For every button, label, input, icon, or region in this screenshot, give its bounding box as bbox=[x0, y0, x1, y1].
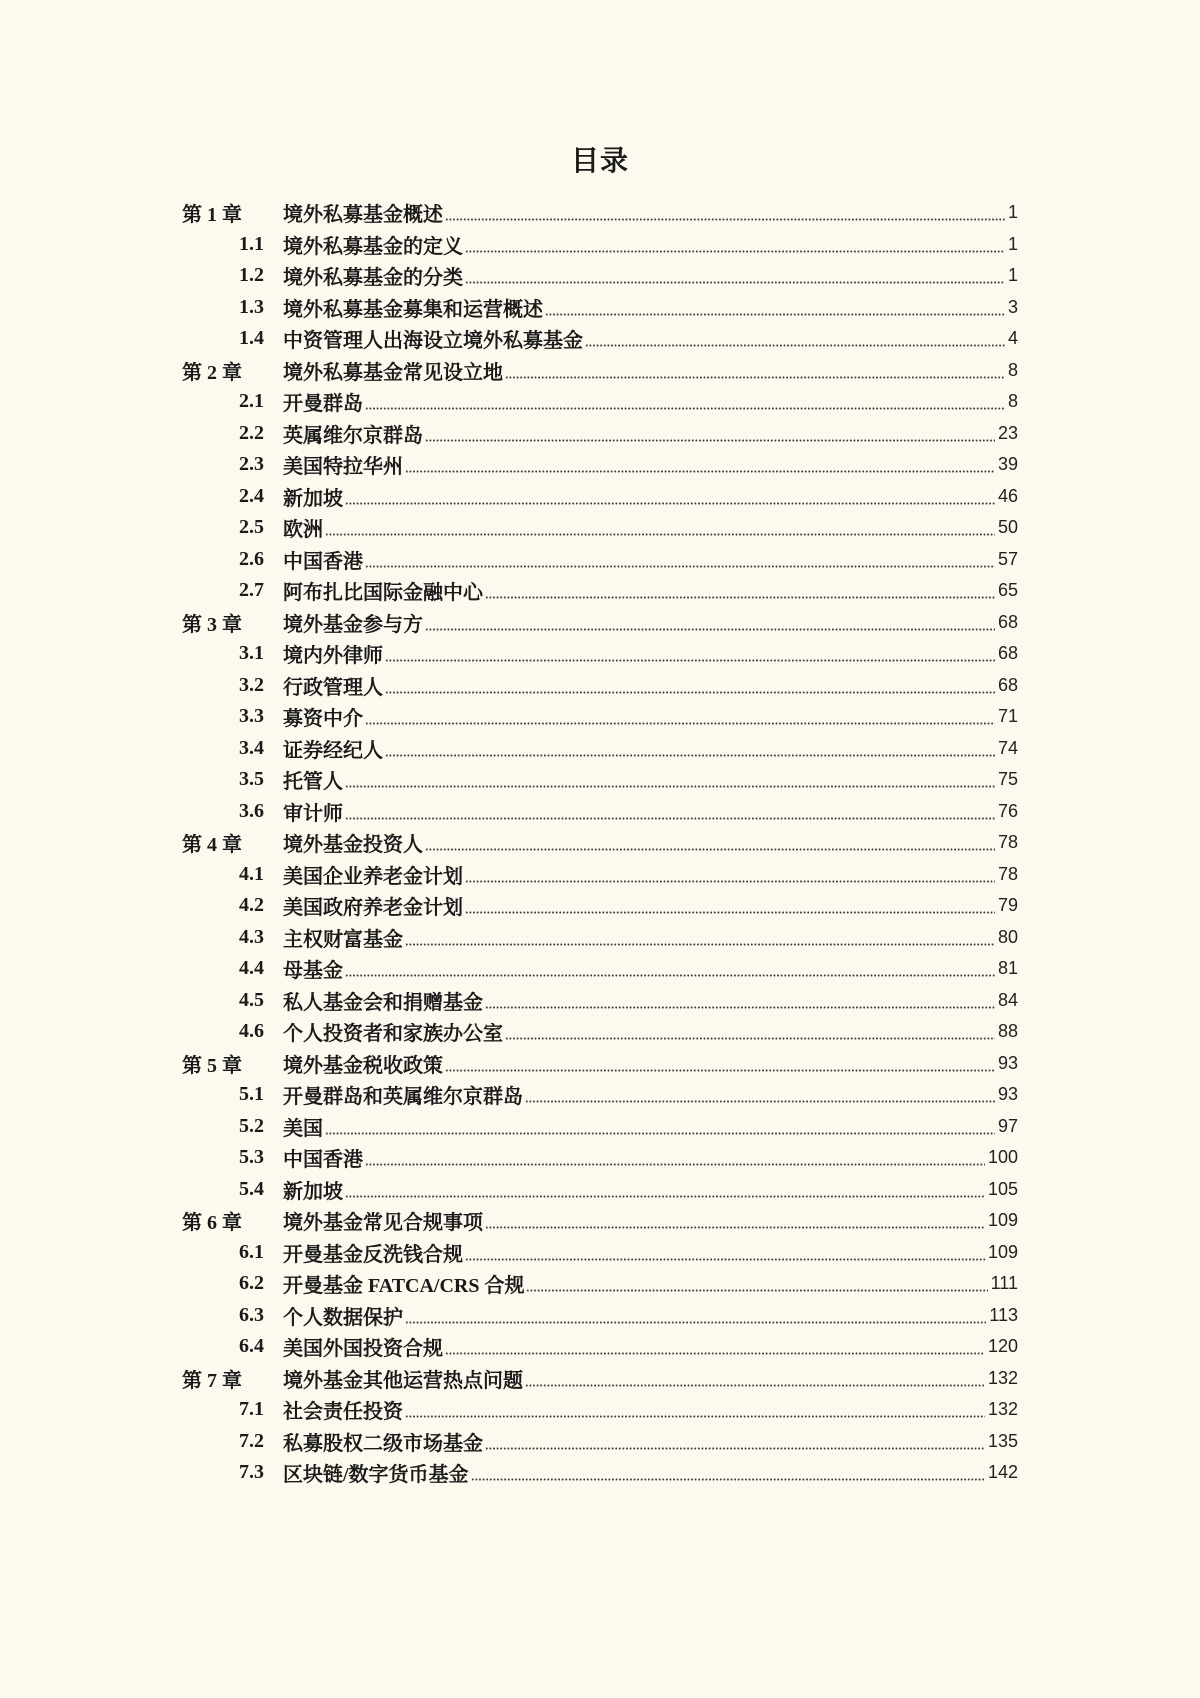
entry-title: 开曼基金反洗钱合规 bbox=[283, 1243, 463, 1266]
dot-leader bbox=[345, 817, 995, 820]
entry-title: 募资中介 bbox=[283, 708, 363, 731]
toc-section-entry[interactable] bbox=[182, 1268, 1018, 1300]
toc-section-entry[interactable] bbox=[182, 953, 1018, 985]
toc-section-entry[interactable] bbox=[182, 670, 1018, 702]
dot-leader bbox=[445, 1069, 995, 1072]
entry-title: 开曼群岛和英属维尔京群岛 bbox=[283, 1086, 523, 1109]
page-number: 46 bbox=[997, 485, 1018, 506]
dot-leader bbox=[425, 628, 995, 631]
section-number: 1.3 bbox=[239, 295, 264, 318]
entry-title: 境外私募基金的定义 bbox=[283, 235, 463, 258]
dot-leader bbox=[445, 218, 1005, 221]
toc-section-entry[interactable] bbox=[182, 323, 1018, 355]
dot-leader bbox=[526, 1289, 987, 1292]
toc-chapter-entry[interactable] bbox=[182, 607, 1018, 639]
toc-section-entry[interactable] bbox=[182, 796, 1018, 828]
section-number: 2.3 bbox=[239, 453, 264, 476]
dot-leader bbox=[485, 1226, 985, 1229]
entry-title: 美国政府养老金计划 bbox=[283, 897, 463, 920]
section-number: 4.3 bbox=[239, 925, 264, 948]
toc-section-entry[interactable] bbox=[182, 418, 1018, 450]
entry-title: 美国特拉华州 bbox=[283, 456, 403, 479]
toc-section-entry[interactable] bbox=[182, 1426, 1018, 1458]
entry-title: 新加坡 bbox=[283, 1180, 343, 1203]
page-number: 97 bbox=[997, 1115, 1018, 1136]
entry-title: 欧洲 bbox=[283, 519, 323, 542]
section-number: 3.3 bbox=[239, 705, 264, 728]
dot-leader bbox=[365, 565, 995, 568]
entry-title: 境外私募基金的分类 bbox=[283, 267, 463, 290]
dot-leader bbox=[545, 313, 1005, 316]
section-number: 4.2 bbox=[239, 894, 264, 917]
section-number: 4.5 bbox=[239, 988, 264, 1011]
entry-title: 中资管理人出海设立境外私募基金 bbox=[283, 330, 583, 353]
entry-title: 境外私募基金募集和运营概述 bbox=[283, 298, 543, 321]
page-title: 目录 bbox=[570, 146, 629, 177]
entry-title: 证券经纪人 bbox=[283, 739, 383, 762]
dot-leader bbox=[425, 848, 995, 851]
dot-leader bbox=[405, 470, 995, 473]
dot-leader bbox=[485, 1006, 995, 1009]
toc-section-entry[interactable] bbox=[182, 733, 1018, 765]
section-number: 3.5 bbox=[239, 768, 264, 791]
page-number: 1 bbox=[1007, 233, 1018, 254]
toc-chapter-entry[interactable] bbox=[182, 1205, 1018, 1237]
dot-leader bbox=[385, 691, 995, 694]
entry-title: 美国 bbox=[283, 1117, 323, 1140]
toc-section-entry[interactable] bbox=[182, 890, 1018, 922]
entry-title: 私人基金会和捐赠基金 bbox=[283, 991, 483, 1014]
toc-section-entry[interactable] bbox=[182, 512, 1018, 544]
section-number: 7.3 bbox=[239, 1461, 264, 1484]
entry-title: 私募股权二级市场基金 bbox=[283, 1432, 483, 1455]
toc-section-entry[interactable] bbox=[182, 449, 1018, 481]
page-number: 93 bbox=[997, 1052, 1018, 1073]
section-number: 6.3 bbox=[239, 1303, 264, 1326]
page-number: 88 bbox=[997, 1021, 1018, 1042]
section-number: 4.6 bbox=[239, 1020, 264, 1043]
page-number: 109 bbox=[987, 1210, 1018, 1231]
dot-leader bbox=[525, 1384, 985, 1387]
toc-section-entry[interactable] bbox=[182, 1300, 1018, 1332]
entry-title: 美国企业养老金计划 bbox=[283, 865, 463, 888]
section-number: 5.2 bbox=[239, 1114, 264, 1137]
chapter-number: 第 5 章 bbox=[182, 1054, 242, 1077]
chapter-number: 第 2 章 bbox=[182, 361, 242, 384]
entry-title: 开曼群岛 bbox=[283, 393, 363, 416]
toc-section-entry[interactable] bbox=[182, 575, 1018, 607]
page-number: 1 bbox=[1007, 265, 1018, 286]
dot-leader bbox=[405, 1321, 986, 1324]
page-number: 8 bbox=[1007, 391, 1018, 412]
chapter-number: 第 7 章 bbox=[182, 1369, 242, 1392]
dot-leader bbox=[385, 754, 995, 757]
chapter-number: 第 6 章 bbox=[182, 1212, 242, 1235]
section-number: 3.4 bbox=[239, 736, 264, 759]
page-number: 68 bbox=[997, 611, 1018, 632]
dot-leader bbox=[445, 1352, 985, 1355]
page-number: 79 bbox=[997, 895, 1018, 916]
section-number: 5.4 bbox=[239, 1177, 264, 1200]
toc-section-entry[interactable] bbox=[182, 1174, 1018, 1206]
entry-title: 境外基金税收政策 bbox=[283, 1054, 443, 1077]
toc-section-entry[interactable] bbox=[182, 260, 1018, 292]
toc-section-entry[interactable] bbox=[182, 638, 1018, 670]
toc-section-entry[interactable] bbox=[182, 481, 1018, 513]
section-number: 3.1 bbox=[239, 642, 264, 665]
toc-section-entry[interactable] bbox=[182, 1142, 1018, 1174]
page-number: 105 bbox=[987, 1178, 1018, 1199]
entry-title: 个人投资者和家族办公室 bbox=[283, 1023, 503, 1046]
dot-leader bbox=[325, 1132, 995, 1135]
page-number: 80 bbox=[997, 926, 1018, 947]
section-number: 6.4 bbox=[239, 1335, 264, 1358]
page-number: 81 bbox=[997, 958, 1018, 979]
page-number: 111 bbox=[990, 1273, 1018, 1294]
toc-section-entry[interactable] bbox=[182, 229, 1018, 261]
dot-leader bbox=[345, 502, 995, 505]
dot-leader bbox=[345, 974, 995, 977]
dot-leader bbox=[405, 1415, 985, 1418]
entry-title: 审计师 bbox=[283, 802, 343, 825]
section-number: 5.1 bbox=[239, 1083, 264, 1106]
page-number: 109 bbox=[987, 1241, 1018, 1262]
entry-title: 境外私募基金常见设立地 bbox=[283, 361, 503, 384]
toc-section-entry[interactable] bbox=[182, 1237, 1018, 1269]
section-number: 4.1 bbox=[239, 862, 264, 885]
entry-title: 英属维尔京群岛 bbox=[283, 424, 423, 447]
entry-title: 中国香港 bbox=[283, 550, 363, 573]
toc-section-entry[interactable] bbox=[182, 544, 1018, 576]
section-number: 1.2 bbox=[239, 264, 264, 287]
page-number: 100 bbox=[987, 1147, 1018, 1168]
toc-section-entry[interactable] bbox=[182, 386, 1018, 418]
toc-chapter-entry[interactable] bbox=[182, 197, 1018, 229]
toc-section-entry[interactable] bbox=[182, 701, 1018, 733]
entry-title: 行政管理人 bbox=[283, 676, 383, 699]
section-number: 2.6 bbox=[239, 547, 264, 570]
toc-section-entry[interactable] bbox=[182, 922, 1018, 954]
section-number: 2.1 bbox=[239, 390, 264, 413]
chapter-number: 第 4 章 bbox=[182, 834, 242, 857]
page-number: 132 bbox=[987, 1367, 1018, 1388]
page-number: 39 bbox=[997, 454, 1018, 475]
dot-leader bbox=[425, 439, 995, 442]
page-number: 78 bbox=[997, 863, 1018, 884]
page-number: 113 bbox=[989, 1304, 1018, 1325]
section-number: 3.6 bbox=[239, 799, 264, 822]
dot-leader bbox=[365, 407, 1005, 410]
page-number: 74 bbox=[997, 737, 1018, 758]
page-number: 71 bbox=[997, 706, 1018, 727]
page-number: 57 bbox=[997, 548, 1018, 569]
section-number: 6.1 bbox=[239, 1240, 264, 1263]
dot-leader bbox=[485, 1447, 985, 1450]
entry-title: 境外基金其他运营热点问题 bbox=[283, 1369, 523, 1392]
entry-title: 母基金 bbox=[283, 960, 343, 983]
dot-leader bbox=[465, 250, 1005, 253]
entry-title: 阿布扎比国际金融中心 bbox=[283, 582, 483, 605]
dot-leader bbox=[465, 1258, 985, 1261]
toc-chapter-entry[interactable] bbox=[182, 1363, 1018, 1395]
section-number: 2.5 bbox=[239, 516, 264, 539]
dot-leader bbox=[325, 533, 995, 536]
page-number: 135 bbox=[987, 1430, 1018, 1451]
toc-section-entry[interactable] bbox=[182, 1111, 1018, 1143]
dot-leader bbox=[365, 1163, 985, 1166]
section-number: 7.1 bbox=[239, 1398, 264, 1421]
entry-title: 境外私募基金概述 bbox=[283, 204, 443, 227]
entry-title: 境外基金常见合规事项 bbox=[283, 1212, 483, 1235]
entry-title: 开曼基金 FATCA/CRS 合规 bbox=[283, 1275, 525, 1298]
dot-leader bbox=[505, 1037, 995, 1040]
dot-leader bbox=[471, 1478, 985, 1481]
page-number: 1 bbox=[1007, 202, 1018, 223]
toc-chapter-entry[interactable] bbox=[182, 827, 1018, 859]
dot-leader bbox=[525, 1100, 995, 1103]
dot-leader bbox=[505, 376, 1005, 379]
toc-section-entry[interactable] bbox=[182, 1331, 1018, 1363]
toc-section-entry[interactable] bbox=[182, 985, 1018, 1017]
section-number: 7.2 bbox=[239, 1429, 264, 1452]
toc-chapter-entry[interactable] bbox=[182, 1048, 1018, 1080]
page-number: 50 bbox=[997, 517, 1018, 538]
toc-section-entry[interactable] bbox=[182, 1016, 1018, 1048]
page-number: 23 bbox=[997, 422, 1018, 443]
section-number: 4.4 bbox=[239, 957, 264, 980]
page-number: 142 bbox=[987, 1462, 1018, 1483]
dot-leader bbox=[345, 1195, 985, 1198]
dot-leader bbox=[465, 880, 995, 883]
page-number: 8 bbox=[1007, 359, 1018, 380]
toc-section-entry[interactable] bbox=[182, 1079, 1018, 1111]
page-number: 75 bbox=[997, 769, 1018, 790]
section-number: 6.2 bbox=[239, 1272, 264, 1295]
section-number: 3.2 bbox=[239, 673, 264, 696]
entry-title: 主权财富基金 bbox=[283, 928, 403, 951]
entry-title: 美国外国投资合规 bbox=[283, 1338, 443, 1361]
page-number: 65 bbox=[997, 580, 1018, 601]
page-number: 4 bbox=[1007, 328, 1018, 349]
dot-leader bbox=[465, 911, 995, 914]
table-of-contents bbox=[182, 197, 1018, 1489]
dot-leader bbox=[465, 281, 1005, 284]
entry-title: 中国香港 bbox=[283, 1149, 363, 1172]
page-number: 132 bbox=[987, 1399, 1018, 1420]
entry-title: 新加坡 bbox=[283, 487, 343, 510]
entry-title: 社会责任投资 bbox=[283, 1401, 403, 1424]
entry-title: 托管人 bbox=[283, 771, 343, 794]
entry-title: 境外基金参与方 bbox=[283, 613, 423, 636]
page-number: 93 bbox=[997, 1084, 1018, 1105]
chapter-number: 第 3 章 bbox=[182, 613, 242, 636]
dot-leader bbox=[385, 659, 995, 662]
dot-leader bbox=[585, 344, 1005, 347]
section-number: 2.7 bbox=[239, 579, 264, 602]
dot-leader bbox=[405, 943, 995, 946]
page-number: 68 bbox=[997, 643, 1018, 664]
page-number: 3 bbox=[1007, 296, 1018, 317]
section-number: 1.4 bbox=[239, 327, 264, 350]
dot-leader bbox=[365, 722, 995, 725]
toc-chapter-entry[interactable] bbox=[182, 355, 1018, 387]
chapter-number: 第 1 章 bbox=[182, 204, 242, 227]
section-number: 2.4 bbox=[239, 484, 264, 507]
page-number: 84 bbox=[997, 989, 1018, 1010]
entry-title: 个人数据保护 bbox=[283, 1306, 403, 1329]
toc-section-entry[interactable] bbox=[182, 1457, 1018, 1489]
section-number: 2.2 bbox=[239, 421, 264, 444]
section-number: 5.3 bbox=[239, 1146, 264, 1169]
page-number: 68 bbox=[997, 674, 1018, 695]
dot-leader bbox=[485, 596, 995, 599]
toc-section-entry[interactable] bbox=[182, 764, 1018, 796]
entry-title: 境内外律师 bbox=[283, 645, 383, 668]
page-number: 76 bbox=[997, 800, 1018, 821]
toc-section-entry[interactable] bbox=[182, 1394, 1018, 1426]
entry-title: 区块链/数字货币基金 bbox=[283, 1464, 469, 1487]
toc-section-entry[interactable] bbox=[182, 292, 1018, 324]
entry-title: 境外基金投资人 bbox=[283, 834, 423, 857]
dot-leader bbox=[345, 785, 995, 788]
section-number: 1.1 bbox=[239, 232, 264, 255]
toc-section-entry[interactable] bbox=[182, 859, 1018, 891]
page-number: 78 bbox=[997, 832, 1018, 853]
page-number: 120 bbox=[987, 1336, 1018, 1357]
